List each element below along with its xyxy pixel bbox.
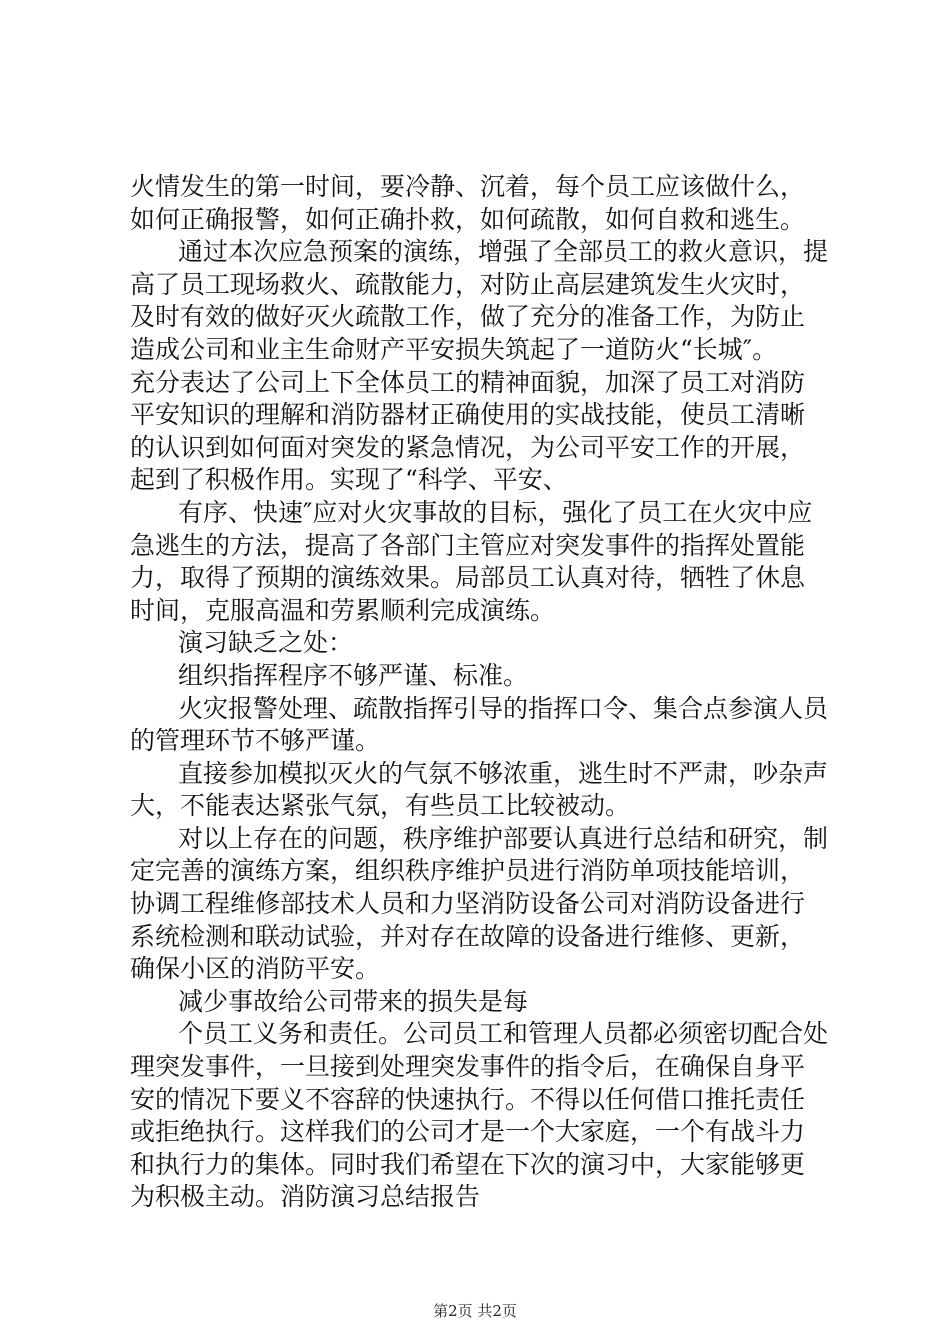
text-line: 或拒绝执行。这样我们的公司才是一个大家庭，一个有战斗力 [130, 1117, 806, 1147]
text-line: 时间，克服高温和劳累顺利完成演练。 [130, 595, 556, 625]
text-line: 系统检测和联动试验，并对存在故障的设备进行维修、更新， [130, 921, 806, 951]
text-line: 的管理环节不够严谨。 [130, 726, 381, 756]
text-line: 造成公司和业主生命财产平安损失筑起了一道防火“长城″。 [130, 334, 778, 364]
text-line: 为积极主动。消防演习总结报告 [130, 1182, 481, 1212]
text-line: 及时有效的做好灭火疏散工作，做了充分的准备工作，为防止 [130, 302, 806, 332]
text-line: 理突发事件，一旦接到处理突发事件的指令后，在确保自身平 [130, 1052, 806, 1082]
text-line: 对以上存在的问题，秩序维护部要认真进行总结和研究，制 [178, 823, 829, 853]
text-line: 火情发生的第一时间，要冷静、沉着，每个员工应该做什么， [130, 172, 806, 201]
text-line: 定完善的演练方案，组织秩序维护员进行消防单项技能培训， [130, 856, 806, 886]
page-footer: 第2页 共2页 [433, 1302, 517, 1320]
text-line: 急逃生的方法，提高了各部门主管应对突发事件的指挥处置能 [130, 530, 806, 560]
text-line: 平安知识的理解和消防器材正确使用的实战技能，使员工清晰 [130, 400, 806, 430]
text-line: 有序、快速″应对火灾事故的目标，强化了员工在火灾中应 [178, 497, 813, 527]
text-line: 和执行力的集体。同时我们希望在下次的演习中，大家能够更 [130, 1149, 806, 1179]
text-line: 安的情况下要义不容辞的快速执行。不得以任何借口推托责任 [130, 1084, 806, 1114]
text-line: 演习缺乏之处： [178, 628, 354, 658]
text-line: 的认识到如何面对突发的紧急情况，为公司平安工作的开展， [130, 432, 806, 462]
text-line: 组织指挥程序不够严谨、标准。 [178, 660, 529, 690]
text-line: 减少事故给公司带来的损失是每 [178, 986, 529, 1016]
text-line: 高了员工现场救火、疏散能力，对防止高层建筑发生火灾时， [130, 269, 806, 299]
text-line: 确保小区的消防平安。 [130, 954, 381, 984]
text-line: 直接参加模拟灭火的气氛不够浓重，逃生时不严肃，吵杂声 [178, 758, 829, 788]
text-line: 通过本次应急预案的演练，增强了全部员工的救火意识，提 [178, 237, 829, 267]
text-line: 充分表达了公司上下全体员工的精神面貌，加深了员工对消防 [130, 367, 806, 397]
text-line: 火灾报警处理、疏散指挥引导的指挥口令、集合点参演人员 [178, 693, 829, 723]
text-line: 大，不能表达紧张气氛，有些员工比较被动。 [130, 791, 631, 821]
text-line: 协调工程维修部技术人员和力坚消防设备公司对消防设备进行 [130, 889, 806, 919]
text-line: 起到了积极作用。实现了“科学、平安、 [130, 465, 568, 495]
document-body [130, 171, 830, 1214]
text-line: 个员工义务和责任。公司员工和管理人员都必须密切配合处 [178, 1019, 829, 1049]
text-line: 如何正确报警，如何正确扑救，如何疏散，如何自救和逃生。 [130, 204, 806, 234]
text-line: 力，取得了预期的演练效果。局部员工认真对待，牺牲了休息 [130, 563, 806, 593]
